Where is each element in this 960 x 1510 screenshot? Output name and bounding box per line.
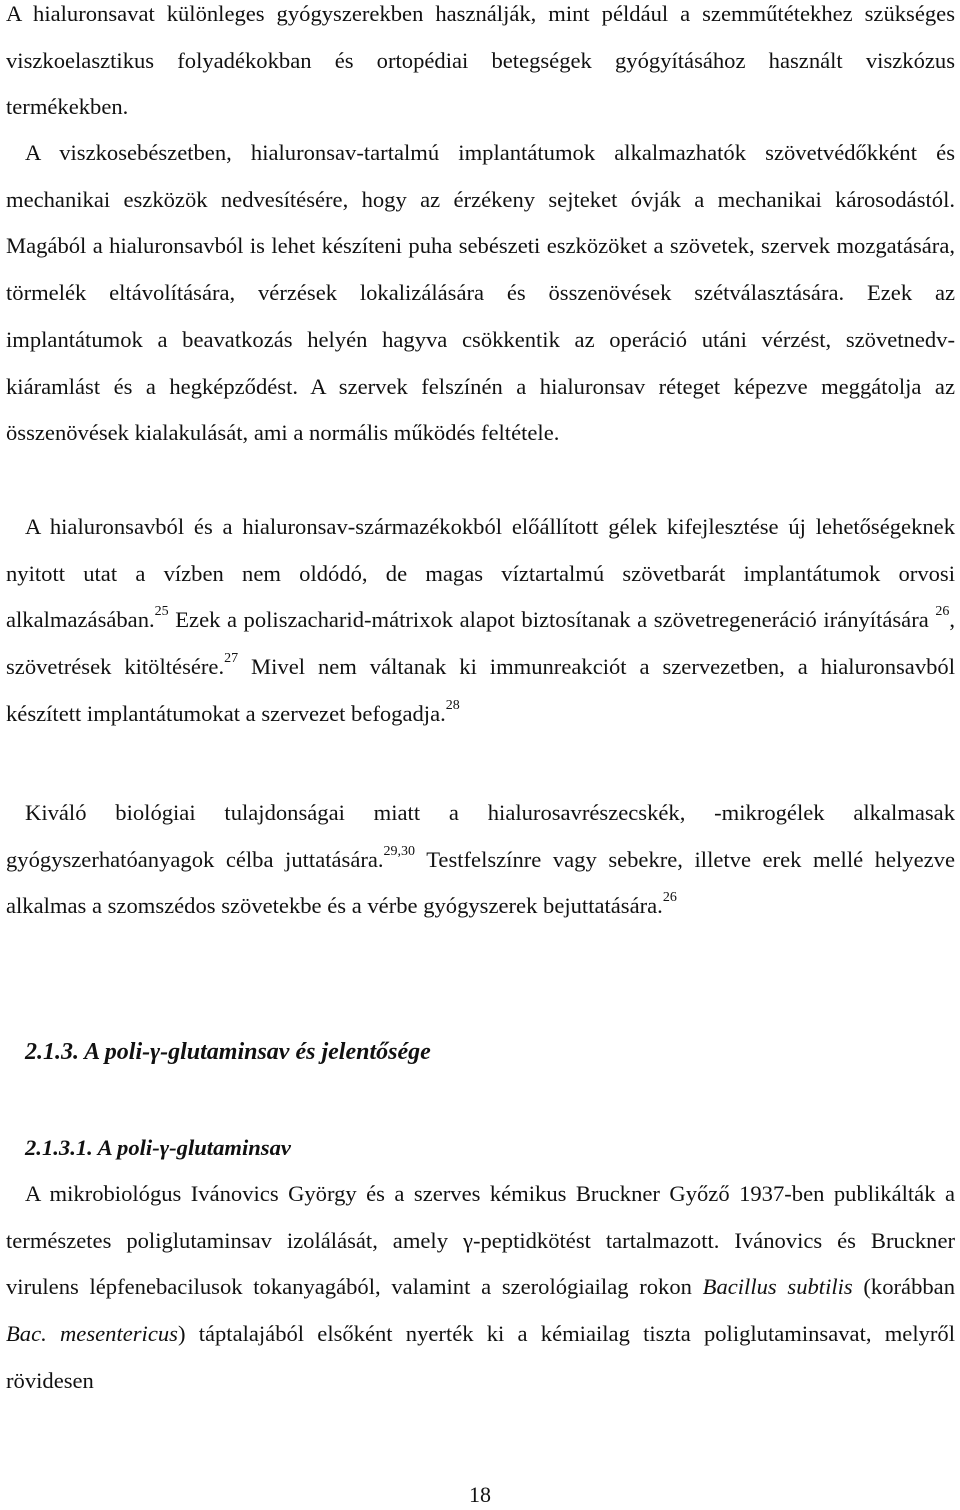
text-run: A mikrobiológus Ivánovics György és a szerves kémikus Bruckner Győző 1937-ben publikálták a természetes poliglutaminsav izolálását, amely γ-peptidkötést tartalmazott. Ivánovics és Bruckner virulens lépfenebacilusok tokanyagából, valamint a szerológiailag rokon — [6, 1181, 955, 1300]
page-number: 18 — [469, 1482, 491, 1507]
text-run: Ezek a poliszacharid-mátrixok alapot biztosítanak a szövetregeneráció irányítására — [168, 607, 936, 633]
paragraph-gels — [6, 504, 955, 738]
species-name: Bac. mesentericus — [6, 1321, 178, 1347]
section-heading: 2.1.3. A poli-γ-glutaminsav és jelentősége — [25, 1039, 431, 1065]
paragraph-polyglutamic-history — [6, 1171, 955, 1405]
reference-mark: 25 — [154, 604, 169, 620]
reference-mark: 26 — [935, 604, 950, 620]
text-run: Testfelszínre vagy sebekre, illetve erek mellé helyezve alkalmas a szomszédos szövetekbe és a vérbe gyógyszerek bejuttatására. — [6, 846, 955, 919]
reference-mark: 26 — [662, 890, 677, 906]
reference-mark: 27 — [224, 651, 239, 667]
paragraph-viscosurgery: A viszkosebészetben, hialuronsav-tartalmú implantátumok alkalmazhatók szövetvédőkként és mechanikai eszközök nedvesítésére, hogy az érzékeny sejteket óvják a mechanikai károsodástól. Magából a hialuronsavból is lehet készíteni puha sebészeti eszközöket a szövetek, szervek mozgatására, törmelék eltávolítására, vérzések lokalizálására és összenövések szétválasztására. Ezek az implantátumok a beavatkozás helyén hagyva csökkentik az operáció utáni vérzést, szövetnedv-kiáramlást és a hegképződést. A szervek felszínén a hialuronsav réteget képezve meggátolja az összenövések kialakulását, ami a normális működés feltétele. — [6, 140, 955, 446]
reference-mark: 29,30 — [383, 843, 416, 859]
subsection-heading: 2.1.3.1. A poli-γ-glutaminsav — [25, 1135, 291, 1160]
paragraph-hyaluronic-uses: A hialuronsavat különleges gyógyszerekben használják, mint például a szemműtétekhez szükséges viszkoelasztikus folyadékokban és ortopédiai betegségek gyógyításához használt viszkózus termékekben. — [6, 1, 955, 120]
text-run: , szövetrések kitöltésére. — [6, 607, 955, 680]
species-name: Bacillus subtilis — [702, 1274, 853, 1300]
text-run: ) táptalajából elsőként nyerték ki a kémiailag tiszta poliglutaminsavat, melyről rövidesen — [6, 1321, 955, 1393]
text-run: (korábban — [852, 1274, 955, 1300]
text-run: Kiváló biológiai tulajdonságai miatt a hialurosavrészecskék, -mikrogélek alkalmasak gyógyszerhatóanyagok célba juttatására. — [6, 800, 955, 872]
paragraph-drug-delivery — [6, 790, 955, 930]
text-run: Mivel nem váltanak ki immunreakciót a szervezetben, a hialuronsavból készített implantátumokat a szervezet befogadja. — [6, 654, 955, 726]
reference-mark: 28 — [445, 697, 460, 713]
text-run: A hialuronsavból és a hialuronsav-származékokból előállított gélek kifejlesztése új lehetőségeknek nyitott utat a vízben nem oldódó, de magas víztartalmú szövetbarát implantátumok orvosi alkalmazásában. — [6, 514, 955, 633]
